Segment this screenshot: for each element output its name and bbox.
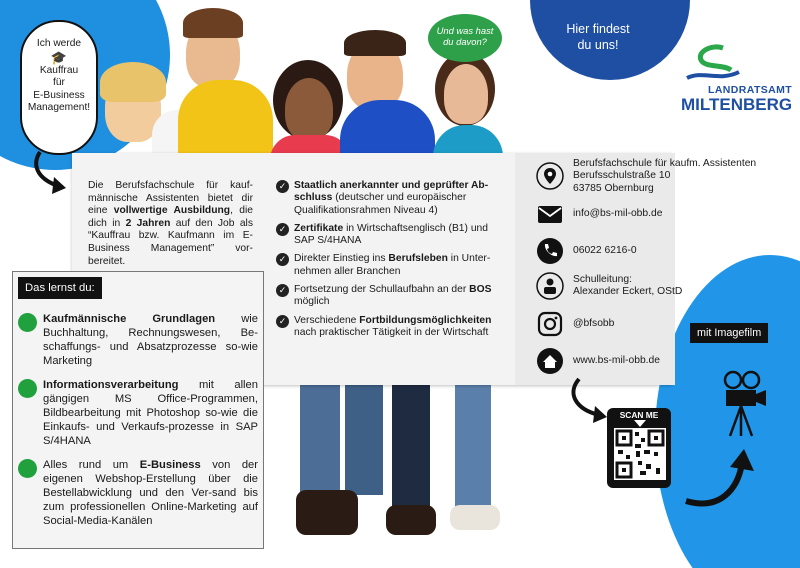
curved-arrow-icon — [28, 150, 78, 200]
address-line: Berufsschulstraße 10 — [573, 170, 671, 182]
check-icon: ✓ — [276, 253, 289, 266]
speech-bubble-right — [428, 14, 502, 62]
bubble-line: E-Business — [33, 89, 85, 101]
benefit-item — [276, 223, 511, 248]
check-icon: ✓ — [276, 315, 289, 328]
find-us-label — [548, 22, 648, 53]
benefit-bold: Staatlich anerkannter und geprüfter Ab-schluss — [294, 180, 489, 204]
green-bullet-icon — [18, 459, 37, 478]
address-line: Berufsfachschule für kaufm. Assistenten — [573, 158, 757, 169]
intro-part: , die dich in — [88, 205, 253, 229]
benefit-text: Fortsetzung der Schullaufbahn an der — [294, 284, 470, 296]
pointer-triangle-icon — [634, 420, 646, 427]
landratsamt-logo-icon — [683, 42, 743, 86]
bubble-line: Ich werde — [36, 38, 82, 49]
logo-text — [681, 84, 792, 113]
bubble-line: Management! — [27, 102, 91, 113]
check-icon: ✓ — [276, 223, 289, 236]
learn-bold: E-Business — [139, 459, 201, 471]
green-bullet-icon — [18, 313, 37, 332]
intro-bold: 2 Jahren — [125, 217, 171, 229]
speech-bubble-left — [20, 20, 98, 155]
check-icon: ✓ — [276, 180, 289, 193]
mail-icon — [536, 200, 564, 228]
contact-lead — [536, 272, 682, 300]
phone-text[interactable]: 06022 6216-0 — [573, 244, 637, 256]
benefit-item — [276, 180, 511, 217]
benefit-text: Verschiedene — [294, 314, 360, 326]
intro-part: auf den Job als “Kauffrau bzw. Kaufmann im E-Business Management” vor-bereitet. — [88, 217, 253, 267]
school-leader-icon — [536, 272, 564, 300]
learn-text: wie Buchhaltung, Rechnungswesen, Be-schaffungs- und Absatzprozesse so-wie Marketing — [43, 313, 258, 367]
qr-code-icon — [614, 428, 666, 480]
scan-me-label: SCAN ME — [619, 410, 659, 420]
contact-instagram[interactable] — [536, 310, 614, 338]
benefit-bold: BOS — [469, 284, 492, 296]
benefits-list — [276, 180, 511, 345]
find-us-line: Hier findest — [566, 22, 630, 36]
benefit-text: in Wirtschaftsenglisch (B1) und SAP S/4HANA — [294, 222, 489, 247]
address-line: 63785 Obernburg — [573, 182, 654, 194]
learn-title: Das lernst du: — [18, 277, 102, 299]
email-text[interactable]: info@bs-mil-obb.de — [573, 207, 663, 219]
curved-arrow-icon — [680, 445, 760, 515]
intro-part: Die Berufsfachschule für kauf-männische Assistenten bietet dir eine — [88, 180, 253, 217]
benefit-text: Direkter Einstieg ins — [294, 253, 389, 265]
bubble-line: Kauffrau — [39, 64, 79, 76]
check-icon: ✓ — [276, 284, 289, 297]
film-camera-icon — [718, 370, 768, 440]
phone-icon — [536, 237, 564, 265]
benefit-text: in Unter-nehmen aller Branchen — [294, 253, 491, 277]
benefit-text: (deutscher und europäischer Qualifikationsrahmen Niveau 4) — [294, 192, 467, 216]
learn-item — [18, 378, 258, 448]
benefit-item — [276, 284, 511, 309]
learn-bold: Informationsverarbeitung — [43, 379, 179, 391]
benefit-text: möglich — [294, 296, 330, 308]
bubble-line: Und was hast — [436, 25, 494, 36]
benefit-item — [276, 253, 511, 278]
logo-line-2: MILTENBERG — [681, 95, 793, 114]
learn-bold: Kaufmännische Grundlagen — [43, 313, 216, 325]
learn-text: mit allen gängigen MS Office-Programmen, Bildbearbeitung mit Photoshop so-wie die Einkaufs- und Verkaufs-prozesse in SAP S/4HANA — [43, 379, 258, 447]
contact-address — [536, 158, 756, 195]
instagram-icon — [536, 310, 564, 338]
contact-website[interactable] — [536, 347, 660, 375]
graduation-cap-icon: 🎓 — [50, 49, 68, 65]
benefit-bold: Fortbildungsmöglichkeiten — [359, 314, 492, 326]
benefit-bold: Berufsleben — [388, 253, 448, 265]
imagefilm-label: mit Imagefilm — [690, 323, 768, 343]
website-text[interactable]: www.bs-mil-obb.de — [573, 354, 660, 366]
location-pin-icon — [536, 162, 564, 190]
bubble-line: du davon? — [443, 36, 487, 47]
learn-text: Alles rund um — [43, 459, 140, 471]
benefit-text: nach praktischer Tätigkeit in der Wirtschaft — [294, 326, 489, 338]
logo-line-1: LANDRATSAMT — [708, 84, 793, 96]
lead-name: Alexander Eckert, OStD — [573, 286, 683, 297]
home-icon — [536, 347, 564, 375]
intro-text — [88, 180, 253, 268]
contact-email[interactable] — [536, 200, 662, 228]
bubble-line: für — [53, 77, 65, 88]
lead-label: Schulleitung: — [573, 273, 632, 285]
find-us-line: du uns! — [577, 37, 619, 52]
contact-phone[interactable] — [536, 237, 637, 265]
intro-bold: vollwertige Ausbildung — [113, 205, 231, 217]
learn-item — [18, 458, 258, 528]
benefit-bold: Zertifikate — [294, 222, 344, 234]
qr-code[interactable] — [614, 428, 666, 480]
learn-item — [18, 312, 258, 368]
instagram-handle[interactable]: @bfsobb — [573, 317, 615, 329]
benefit-item — [276, 315, 511, 340]
learn-text: von der eigenen Webshop-Erstellung über die Bestellabwicklung und den Ver-sand bis zum professionellen Online-Marketing auf Social-Media-Kanälen — [43, 459, 258, 527]
green-bullet-icon — [18, 379, 37, 398]
